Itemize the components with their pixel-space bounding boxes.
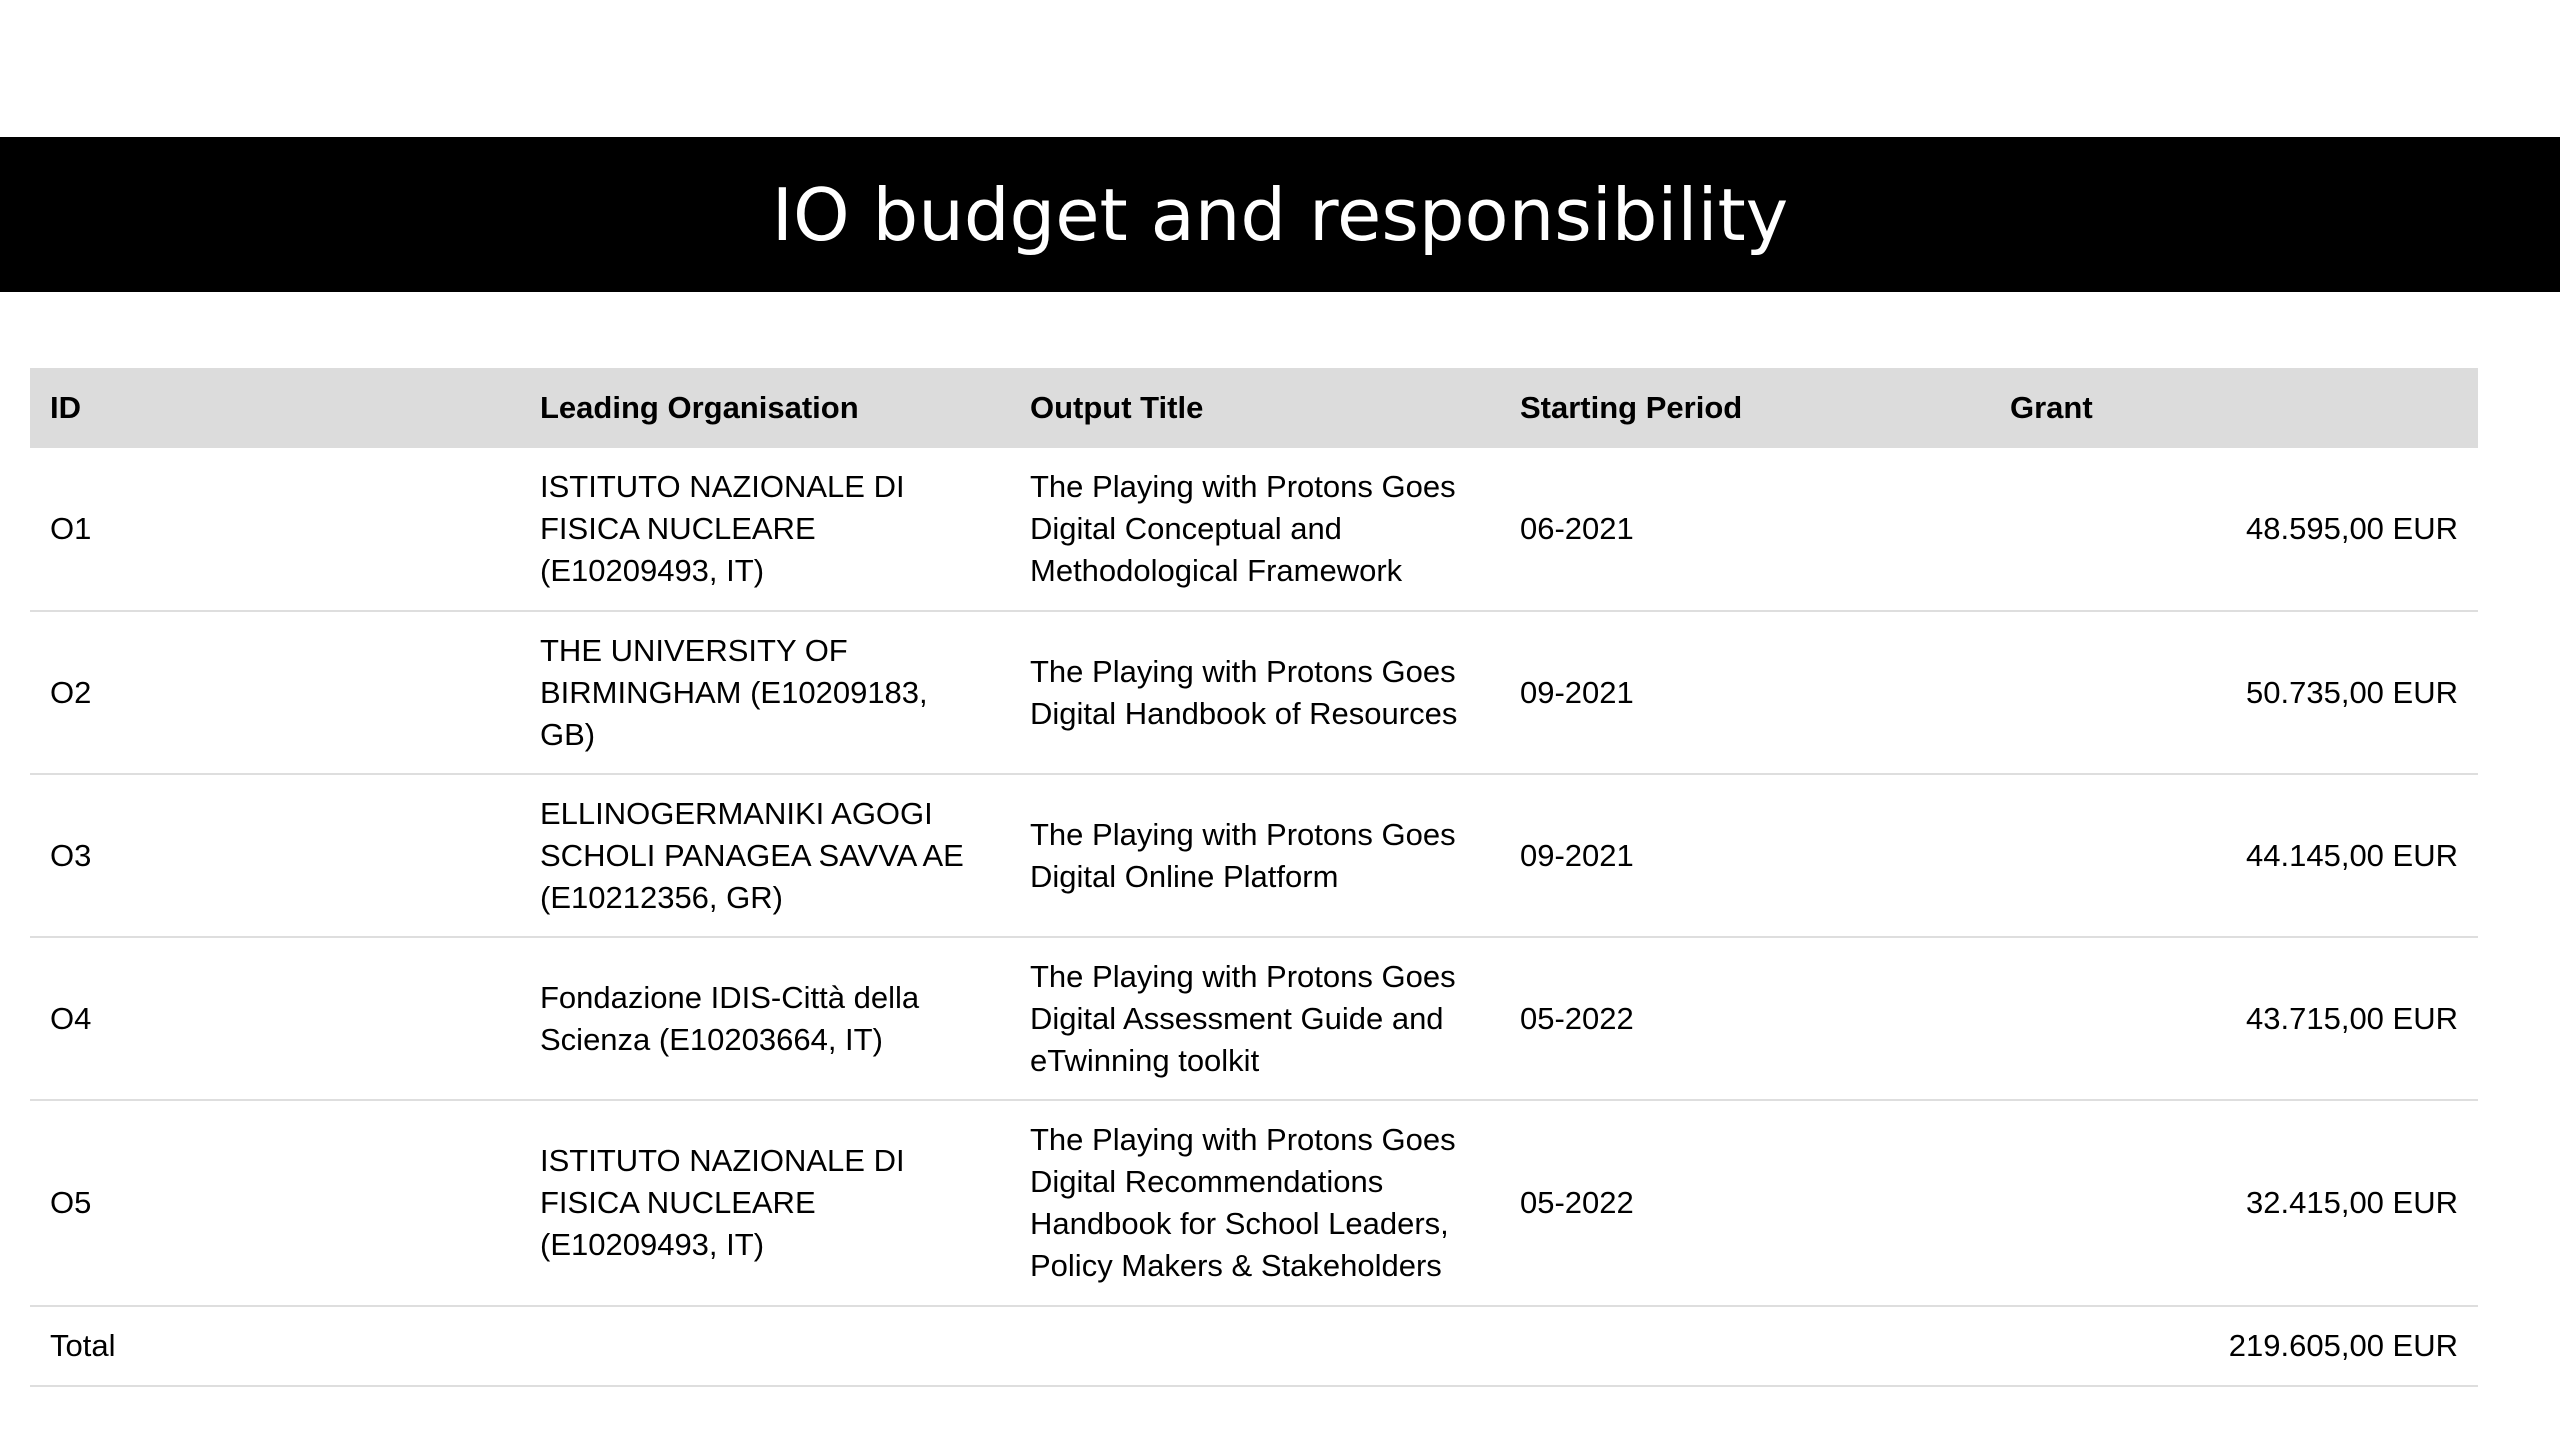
cell-line: The Playing with Protons Goes	[1030, 958, 1456, 994]
cell-line: (E10209493, IT)	[540, 553, 765, 588]
empty-cell	[520, 1306, 1010, 1386]
table-row	[30, 611, 2478, 774]
empty-cell	[1500, 1306, 1990, 1386]
cell-line: BIRMINGHAM (E10209183,	[540, 674, 928, 710]
cell-grant: 48.595,00 EUR	[2246, 511, 2458, 546]
table-row	[30, 937, 2478, 1100]
cell-starting-period: 09-2021	[1520, 674, 1634, 710]
cell-line: The Playing with Protons Goes	[1030, 469, 1456, 504]
header-starting-period: Starting Period	[1520, 390, 1743, 425]
cell-line: Digital Handbook of Resources	[1030, 695, 1458, 731]
cell-line: GB)	[540, 716, 596, 752]
cell-line: Handbook for School Leaders,	[1030, 1206, 1449, 1241]
empty-cell	[1010, 1306, 1500, 1386]
cell-line: Digital Recommendations	[1030, 1164, 1384, 1199]
total-grant: 219.605,00 EUR	[2228, 1328, 2458, 1363]
header-grant: Grant	[2010, 390, 2093, 425]
budget-table-container	[30, 368, 2478, 1387]
cell-starting-period: 05-2022	[1520, 1000, 1634, 1036]
cell-organisation	[520, 448, 1010, 611]
cell-starting-period: 06-2021	[1520, 511, 1634, 546]
cell-starting-period: 05-2022	[1520, 1185, 1634, 1220]
cell-line: THE UNIVERSITY OF	[540, 632, 848, 668]
total-label: Total	[50, 1328, 116, 1363]
table-row	[30, 1100, 2478, 1306]
cell-line: FISICA NUCLEARE	[540, 1185, 816, 1220]
cell-line: FISICA NUCLEARE	[540, 511, 816, 546]
table-header-row	[30, 368, 2478, 448]
cell-grant: 44.145,00 EUR	[2246, 837, 2458, 873]
cell-line: eTwinning toolkit	[1030, 1042, 1260, 1078]
cell-line: Digital Conceptual and	[1030, 511, 1342, 546]
cell-line: ISTITUTO NAZIONALE DI	[540, 1143, 905, 1178]
budget-table	[30, 368, 2478, 1387]
page-title: IO budget and responsibility	[771, 172, 1789, 257]
cell-id: O1	[50, 511, 92, 546]
cell-grant: 32.415,00 EUR	[2246, 1185, 2458, 1220]
cell-line: Digital Assessment Guide and	[1030, 1000, 1444, 1036]
cell-id: O4	[50, 1000, 92, 1036]
cell-output-title	[1010, 611, 1500, 774]
cell-grant: 50.735,00 EUR	[2246, 674, 2458, 710]
cell-output-title	[1010, 774, 1500, 937]
cell-line: Scienza (E10203664, IT)	[540, 1021, 883, 1057]
title-band	[0, 137, 2560, 292]
cell-line: (E10209493, IT)	[540, 1227, 765, 1262]
cell-line: (E10212356, GR)	[540, 879, 783, 915]
cell-output-title	[1010, 1100, 1500, 1306]
cell-line: ISTITUTO NAZIONALE DI	[540, 469, 905, 504]
cell-line: The Playing with Protons Goes	[1030, 653, 1456, 689]
cell-line: The Playing with Protons Goes	[1030, 816, 1456, 852]
header-id: ID	[50, 390, 81, 425]
cell-starting-period: 09-2021	[1520, 837, 1634, 873]
cell-output-title	[1010, 448, 1500, 611]
cell-line: Policy Makers & Stakeholders	[1030, 1248, 1442, 1283]
cell-output-title	[1010, 937, 1500, 1100]
header-organisation: Leading Organisation	[540, 390, 859, 425]
total-row	[30, 1306, 2478, 1386]
table-row	[30, 774, 2478, 937]
cell-organisation	[520, 774, 1010, 937]
cell-organisation	[520, 1100, 1010, 1306]
cell-line: The Playing with Protons Goes	[1030, 1122, 1456, 1157]
cell-line: Digital Online Platform	[1030, 858, 1339, 894]
cell-id: O2	[50, 674, 92, 710]
cell-line: SCHOLI PANAGEA SAVVA AE	[540, 837, 964, 873]
table-row	[30, 448, 2478, 611]
cell-line: Fondazione IDIS-Città della	[540, 979, 920, 1015]
cell-line: Methodological Framework	[1030, 553, 1403, 588]
cell-grant: 43.715,00 EUR	[2246, 1000, 2458, 1036]
cell-id: O5	[50, 1185, 92, 1220]
header-output-title: Output Title	[1030, 390, 1204, 425]
cell-organisation	[520, 611, 1010, 774]
cell-line: ELLINOGERMANIKI AGOGI	[540, 795, 933, 831]
cell-organisation	[520, 937, 1010, 1100]
cell-id: O3	[50, 837, 92, 873]
